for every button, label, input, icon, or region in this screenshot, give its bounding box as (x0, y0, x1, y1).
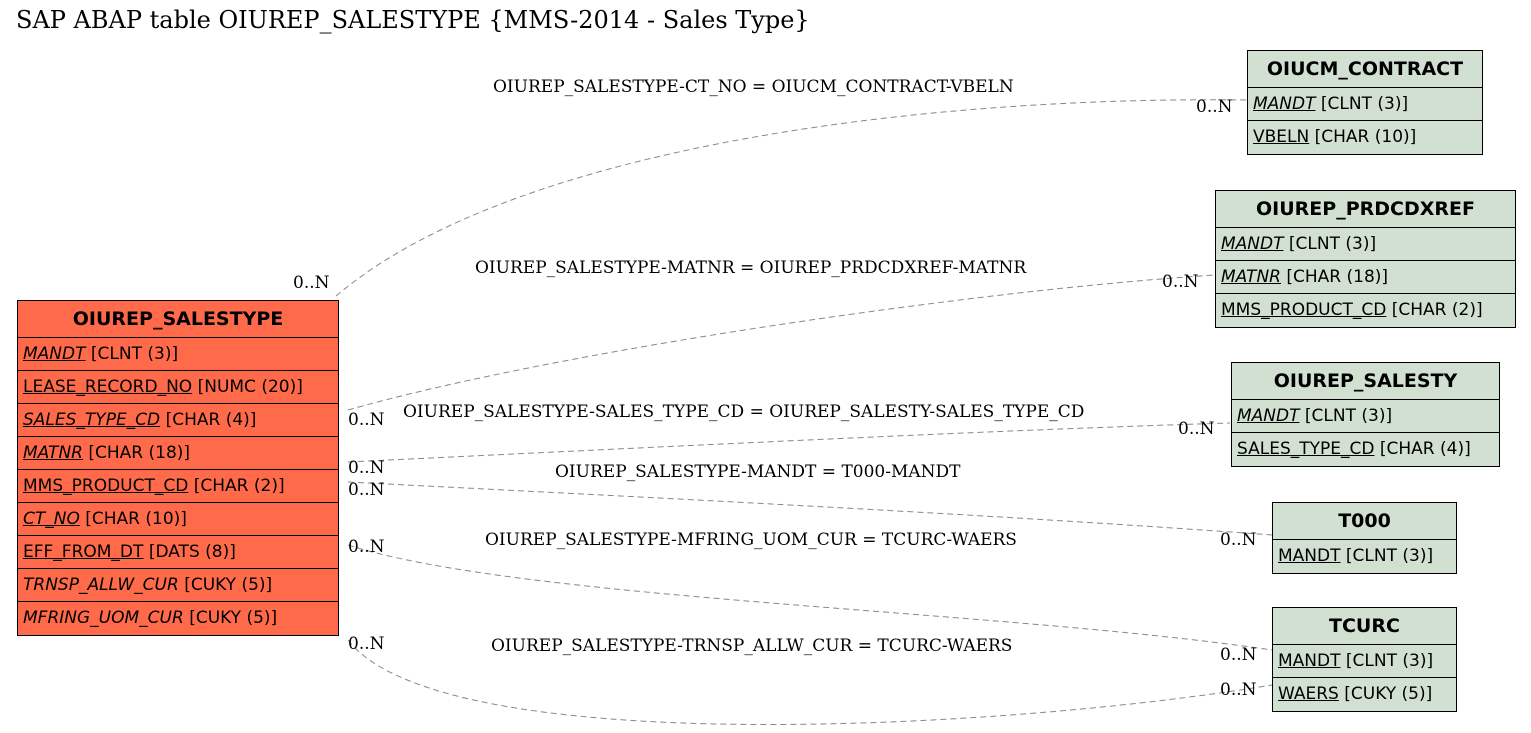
entity-field: WAERS [CUKY (5)] (1278, 684, 1433, 704)
entity-field: MANDT [CLNT (3)] (1216, 228, 1515, 261)
multiplicity-source-trnsp-allw-cur: 0..N (348, 634, 385, 654)
entity-oiucm-contract (1247, 50, 1483, 155)
entity-field: MANDT [CLNT (3)] (1248, 88, 1482, 121)
relation-line-mandt (348, 482, 1272, 535)
relation-label-mfring-uom-cur: OIUREP_SALESTYPE-MFRING_UOM_CUR = TCURC-WAERS (485, 530, 1017, 550)
relation-label-ct-no: OIUREP_SALESTYPE-CT_NO = OIUCM_CONTRACT-VBELN (493, 77, 1014, 97)
entity-field: MANDT [CLNT (3)] (1273, 645, 1456, 678)
multiplicity-source-matnr: 0..N (348, 410, 385, 430)
entity-field: MFRING_UOM_CUR [CUKY (5)] (23, 608, 278, 628)
multiplicity-source-mfring-uom-cur: 0..N (348, 537, 385, 557)
relation-line-mfring-uom-cur (348, 545, 1272, 650)
entity-oiurep-salesty (1231, 362, 1500, 467)
relation-line-matnr (348, 275, 1215, 410)
entity-field: TRNSP_ALLW_CUR [CUKY (5)] (18, 569, 338, 602)
entity-field: MATNR [CHAR (18)] (18, 437, 338, 470)
relation-label-sales-type-cd: OIUREP_SALESTYPE-SALES_TYPE_CD = OIUREP_SALESTY-SALES_TYPE_CD (403, 402, 1085, 422)
multiplicity-target-ct-no: 0..N (1196, 97, 1233, 117)
entity-field: SALES_TYPE_CD [CHAR (4)] (18, 404, 338, 437)
entity-field: MANDT [CLNT (3)] (18, 338, 338, 371)
entity-header: OIUREP_PRDCDXREF (1216, 191, 1515, 228)
entity-field: MATNR [CHAR (18)] (1216, 261, 1515, 294)
entity-field: CT_NO [CHAR (10)] (18, 503, 338, 536)
multiplicity-source-mandt: 0..N (348, 480, 385, 500)
relation-label-trnsp-allw-cur: OIUREP_SALESTYPE-TRNSP_ALLW_CUR = TCURC-WAERS (491, 636, 1013, 656)
multiplicity-target-trnsp-allw-cur: 0..N (1220, 680, 1257, 700)
multiplicity-target-matnr: 0..N (1162, 272, 1199, 292)
entity-field: SALES_TYPE_CD [CHAR (4)] (1237, 439, 1471, 459)
multiplicity-target-mandt: 0..N (1220, 530, 1257, 550)
multiplicity-target-mfring-uom-cur: 0..N (1220, 645, 1257, 665)
entity-field: MANDT [CLNT (3)] (1278, 546, 1434, 566)
page-title: SAP ABAP table OIUREP_SALESTYPE {MMS-2014 - Sales Type} (16, 6, 810, 34)
entity-header: OIUREP_SALESTYPE (18, 301, 338, 338)
multiplicity-source-ct-no: 0..N (293, 273, 330, 293)
multiplicity-target-sales-type-cd: 0..N (1178, 419, 1215, 439)
entity-tcurc (1272, 607, 1457, 712)
entity-header: OIUCM_CONTRACT (1248, 51, 1482, 88)
entity-oiurep-prdcdxref (1215, 190, 1516, 328)
entity-field: MMS_PRODUCT_CD [CHAR (2)] (1221, 300, 1483, 320)
entity-field: VBELN [CHAR (10)] (1253, 127, 1417, 147)
entity-header: T000 (1273, 503, 1456, 540)
entity-t000 (1272, 502, 1457, 574)
entity-oiurep-salestype (17, 300, 339, 636)
entity-header: TCURC (1273, 608, 1456, 645)
entity-field: MMS_PRODUCT_CD [CHAR (2)] (18, 470, 338, 503)
entity-header: OIUREP_SALESTY (1232, 363, 1499, 400)
entity-field: EFF_FROM_DT [DATS (8)] (18, 536, 338, 569)
entity-field: LEASE_RECORD_NO [NUMC (20)] (18, 371, 338, 404)
entity-field: MANDT [CLNT (3)] (1232, 400, 1499, 433)
multiplicity-source-sales-type-cd: 0..N (348, 458, 385, 478)
relation-line-sales-type-cd (348, 423, 1230, 462)
relation-label-mandt: OIUREP_SALESTYPE-MANDT = T000-MANDT (555, 462, 961, 482)
relation-label-matnr: OIUREP_SALESTYPE-MATNR = OIUREP_PRDCDXREF-MATNR (475, 258, 1027, 278)
